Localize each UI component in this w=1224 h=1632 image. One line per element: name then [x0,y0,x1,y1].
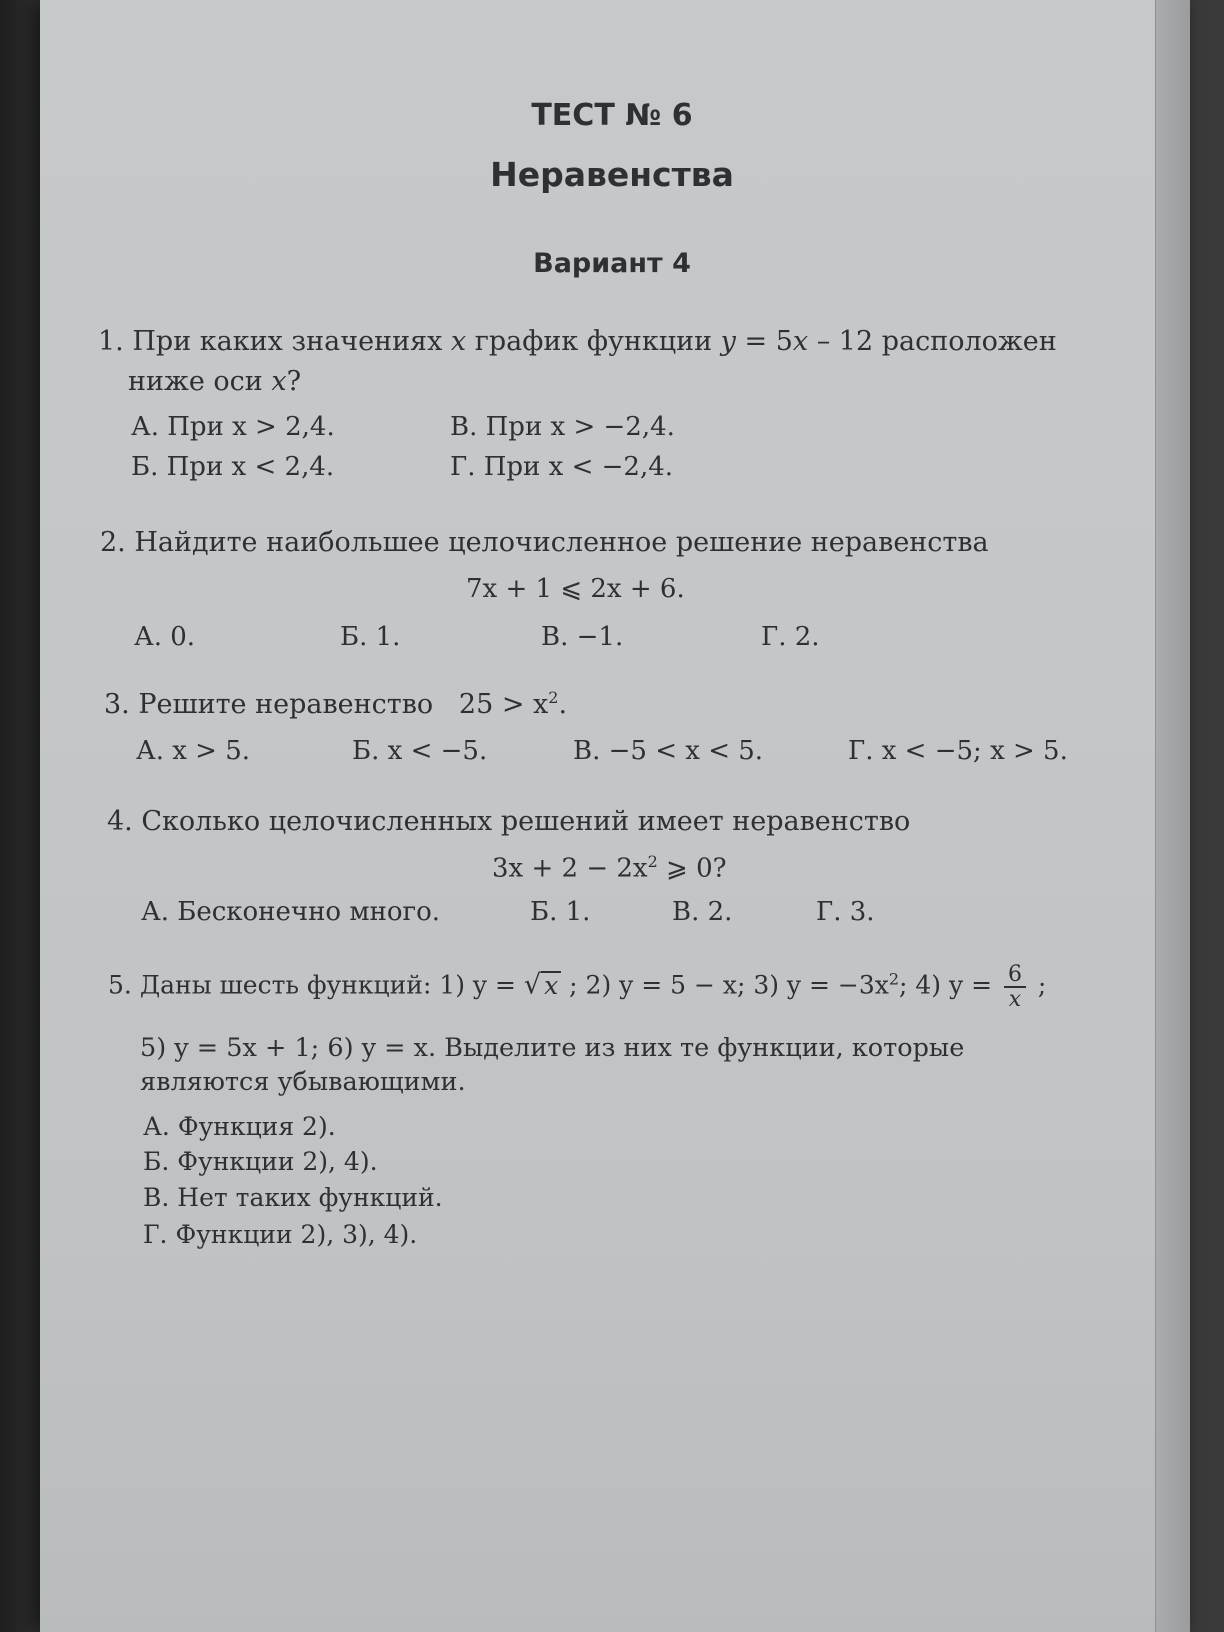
q3-formula: 25 > x [458,689,549,720]
q3-option-b: Б. x < −5. [352,736,488,766]
q3-option-v: В. −5 < x < 5. [573,736,764,766]
question-4 [107,806,910,837]
q2-option-a: А. 0. [134,622,196,652]
q5-sqrt-arg: x [541,971,561,998]
q4-formula-part: 3x + 2 − 2x [492,853,648,884]
q1-text: При каких значениях [132,326,451,357]
q2-option-g: Г. 2. [761,622,820,652]
question-number: 1. [98,326,124,357]
q5-text: Даны шесть функций: 1) y = [139,970,524,1000]
question-number: 5. [108,970,132,1000]
q1-var: x [271,366,287,397]
q1-var: x [450,326,467,357]
q4-option-g: Г. 3. [816,897,875,927]
question-number: 2. [100,527,126,558]
q3-option-g: Г. x < −5; x > 5. [848,736,1068,766]
q1-option-v: В. При x > −2,4. [450,412,675,442]
q4-exponent: 2 [647,852,658,871]
q1-var: x [792,326,809,357]
question-1-line-2 [128,366,301,397]
q5-exponent: 2 [888,969,900,989]
q1-text: – 12 расположен [808,326,1057,357]
question-number: 3. [104,689,130,720]
q1-text: = 5 [735,326,793,357]
q4-text: Сколько целочисленных решений имеет неравенство [141,806,911,837]
question-5-line-3: являются убывающими. [140,1067,466,1097]
q3-option-a: А. x > 5. [136,736,251,766]
question-3 [104,688,567,720]
q5-option-b: Б. Функции 2), 4). [143,1147,378,1176]
q5-option-v: В. Нет таких функций. [143,1183,443,1212]
q1-var: y [720,326,736,357]
test-title: ТЕСТ № 6 [531,98,693,133]
q5-option-a: А. Функция 2). [143,1112,336,1141]
q3-text: Решите неравенство [138,689,434,720]
fraction-numerator: 6 [1004,963,1026,988]
q1-option-g: Г. При x < −2,4. [450,452,674,482]
q5-text: ; [1029,970,1047,1000]
question-number: 4. [107,806,133,837]
variant-title: Вариант 4 [533,248,691,279]
q2-option-v: В. −1. [541,622,624,652]
q4-option-b: Б. 1. [530,897,591,927]
q5-text: ; 4) y = [899,970,1000,1000]
q1-text: график функции [466,326,721,357]
q2-option-b: Б. 1. [340,622,401,652]
question-2 [100,527,989,558]
fraction-denominator: x [1008,987,1022,1013]
page-edge [1155,0,1190,1632]
q1-option-b: Б. При x < 2,4. [131,452,335,482]
q3-exponent: 2 [548,688,559,707]
q1-text: ? [286,366,302,397]
q4-option-v: В. 2. [672,897,733,927]
q4-option-a: А. Бесконечно много. [141,897,441,927]
q4-formula-part: ⩾ 0? [657,853,727,884]
q1-option-a: А. При x > 2,4. [131,412,335,442]
q5-text: ; 2) y = 5 − x; 3) y = −3x [561,970,889,1000]
question-5-line-2: 5) y = 5x + 1; 6) y = x. Выделите из них те функции, которые [140,1033,965,1063]
sqrt-sign: √ [523,969,542,1001]
topic-title: Неравенства [490,155,734,194]
q5-option-g: Г. Функции 2), 3), 4). [143,1220,418,1249]
q3-formula: . [558,689,568,720]
q1-text: ниже оси [128,366,272,397]
q2-text: Найдите наибольшее целочисленное решение неравенства [134,527,989,558]
question-1-line-1 [98,326,1057,357]
q2-formula: 7x + 1 ⩽ 2x + 6. [466,574,685,604]
question-5-line-1 [108,963,1046,1011]
q4-formula [492,852,727,884]
q5-fraction [1004,963,1026,1011]
